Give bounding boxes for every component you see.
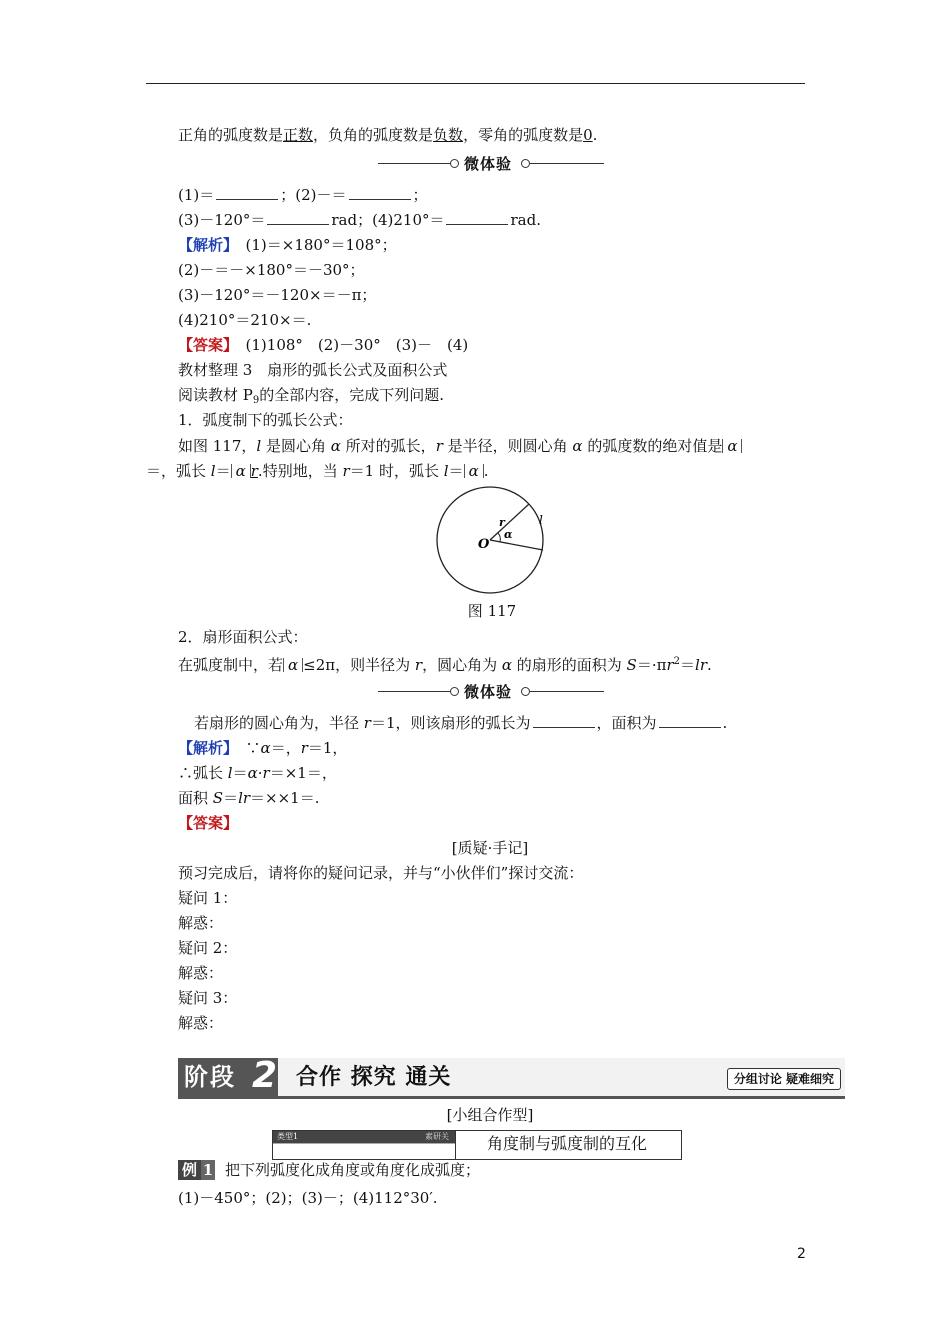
answer-line: 【答案】 (1)108° (2)－30° (3)－ (4) <box>178 336 469 354</box>
answer-label: 【答案】 <box>178 814 239 832</box>
solution-line: 【解析】 (1)＝×180°＝108°； <box>178 236 397 254</box>
solution-line: 面积 S＝lr＝××1＝. <box>178 789 320 807</box>
solution-line: (2)－＝－×180°＝－30°； <box>178 261 365 279</box>
solution-line: 【解析】 ∵α＝，r＝1， <box>178 739 348 757</box>
question-note: 疑问 1： <box>178 889 238 907</box>
label-l: l <box>539 513 543 527</box>
question-line: (3)－120°＝ rad；(4)210°＝ rad. <box>178 211 541 229</box>
figure-caption: 图 117 <box>467 602 517 620</box>
question-line: (1)＝ ；(2)－＝ ； <box>178 186 428 204</box>
radius-line-2 <box>490 540 543 550</box>
text-line: 正角的弧度数是正数，负角的弧度数是负数，零角的弧度数是0. <box>178 126 598 144</box>
answer-blank <box>533 713 595 728</box>
page-number: 2 <box>797 1246 806 1262</box>
text-line: 预习完成后，请将你的疑问记录，并与“小伙伴们”探讨交流： <box>178 864 584 882</box>
type-label-bar: 类型1 素研关 <box>273 1131 455 1144</box>
question-note: 疑问 2： <box>178 939 238 957</box>
solution-line: (4)210°＝210×＝. <box>178 311 312 329</box>
group-heading: [小组合作型] <box>446 1106 534 1124</box>
example-line: 例 1 把下列弧度化成角度或角度化成弧度； <box>178 1160 480 1180</box>
example-badge: 例 <box>178 1160 201 1180</box>
answer-blank <box>267 210 329 225</box>
text-line: 阅读教材 $P_9$的全部内容，完成下列问题. <box>178 386 445 406</box>
stage-banner <box>178 1055 845 1099</box>
subheading: 1．弧度制下的弧长公式： <box>178 411 353 429</box>
answer-note: 解惑： <box>178 1014 224 1032</box>
question-note: 疑问 3： <box>178 989 238 1007</box>
answer-note: 解惑： <box>178 964 224 982</box>
stage-tag: 分组讨论 疑难细究 <box>727 1068 841 1090</box>
example-number: 1 <box>202 1161 214 1179</box>
label-r: r <box>499 516 505 529</box>
answer-note: 解惑： <box>178 914 224 932</box>
solution-label: 【解析】 <box>178 236 231 254</box>
subheading: 2．扇形面积公式： <box>178 628 308 646</box>
answer-blank <box>349 185 411 200</box>
question-line: 若扇形的圆心角为，半径 r＝1，则该扇形的弧长为 ，面积为 . <box>194 714 728 732</box>
type-title: 角度制与弧度制的互化 <box>487 1134 648 1153</box>
angle-arc <box>498 533 500 542</box>
answer-blank <box>216 185 278 200</box>
notes-heading: [质疑·手记] <box>451 839 529 857</box>
solution-line: (3)－120°＝－120×＝－π； <box>178 286 377 304</box>
micro-experience-heading: 微体验 <box>378 681 604 701</box>
section-heading: 教材整理 3 扇形的弧长公式及面积公式 <box>178 361 448 379</box>
sector-figure <box>430 484 560 596</box>
text-line: 在弧度制中，若 α ≤2π，则半径为 r，圆心角为 α 的扇形的面积为 $S=\cdot\pi r^2=lr$. <box>178 656 712 674</box>
answer-line <box>178 813 238 833</box>
stage-number: 2 <box>252 1055 278 1096</box>
stage-label: 阶段 2 <box>178 1058 278 1096</box>
answer-label: 【答案】 <box>178 336 231 354</box>
text-line: ＝，弧长 l＝ α r.特别地，当 r＝1 时，弧长 l＝ α . <box>146 462 489 480</box>
label-O: O <box>478 537 490 552</box>
stage-title: 合作 探究 通关 <box>296 1064 452 1090</box>
answer-blank <box>446 210 508 225</box>
text-line: 如图 117，l 是圆心角 α 所对的弧长，r 是半径，则圆心角 α 的弧度数的绝对值是 α <box>178 436 742 456</box>
label-alpha: α <box>504 528 513 541</box>
header-rule <box>146 83 805 84</box>
solution-label: 【解析】 <box>178 739 231 757</box>
solution-line: ∴弧长 l＝α·r＝×1＝， <box>178 764 337 782</box>
example-items: (1)－450°；(2)；(3)－；(4)112°30′. <box>178 1189 438 1207</box>
type-box <box>272 1130 682 1160</box>
answer-blank <box>659 713 721 728</box>
micro-experience-heading: 微体验 <box>378 153 604 173</box>
